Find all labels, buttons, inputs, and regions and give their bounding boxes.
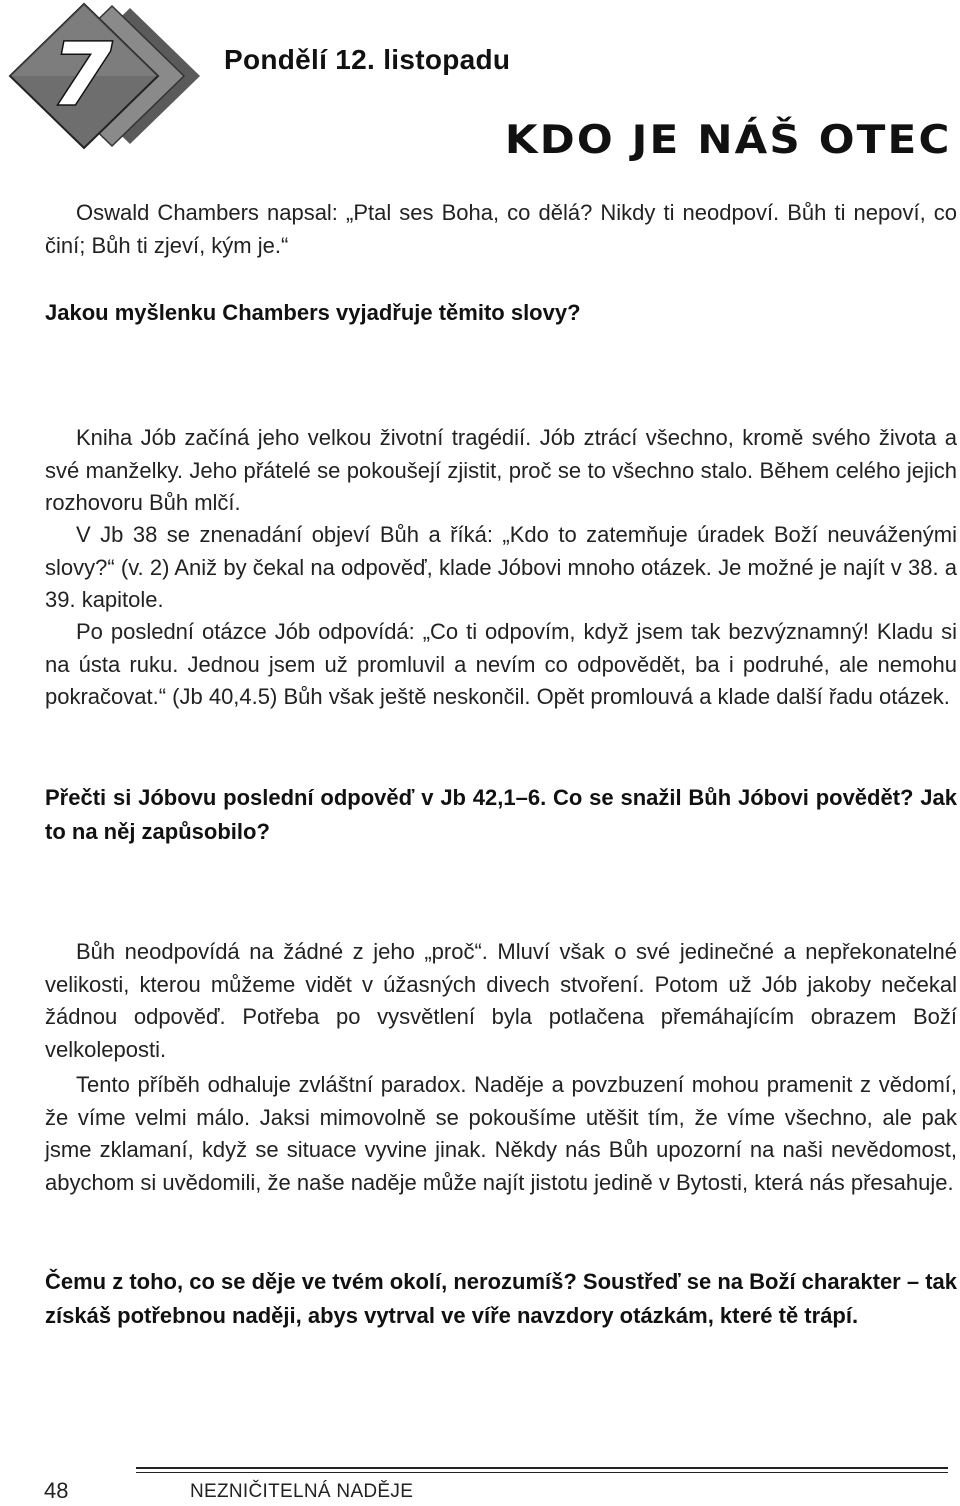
paragraph-5: Tento příběh odhaluje zvláštní paradox. Naděje a povzbuzení mohou pramenit z vědomí, že víme velmi málo. Jaksi mimovolně se pokoušíme utěšit tím, že víme všechno, ale pak jsme zklamaní, když se situace vyvine jinak. Někdy nás Bůh upozorní na naši nevědomost, abychom si uvědomili, že naše naděje může najít jistotu jedině v Bytosti, která nás přesahuje. (45, 1072, 957, 1195)
book-title: NEZNIČITELNÁ NADĚJE (190, 1481, 414, 1502)
paragraph-1: Kniha Jób začíná jeho velkou životní tragédií. Jób ztrácí všechno, kromě svého života a své manželky. Jeho přátelé se pokoušejí zjistit, proč se to všechno stalo. Během celého jejich rozhovoru Bůh mlčí. (45, 425, 957, 515)
lesson-date: Pondělí 12. listopadu (224, 44, 511, 75)
lesson-number-badge (0, 0, 200, 150)
footer-rule-thin (136, 1472, 948, 1473)
page-number: 48 (44, 1478, 69, 1503)
paragraph-4: Bůh neodpovídá na žádné z jeho „proč“. Mluví však o své jedinečné a nepřekonatelné velikosti, kterou můžeme vidět v úžasných divech stvoření. Potom už Jób jakoby nečekal žádnou odpověď. Potřeba po vysvětlení byla potlačena přemáhajícím obrazem Boží velkoleposti. (45, 939, 957, 1062)
page-title: KDO JE NÁŠ OTEC (505, 118, 952, 163)
paragraph-2: V Jb 38 se znenadání objeví Bůh a říká: „Kdo to zatemňuje úradek Boží neuváženými slovy?“ (v. 2) Aniž by čekal na odpověď, klade Jóbovi mnoho otázek. Je možné je najít v 38. a 39. kapitole. (45, 522, 957, 612)
intro-quote: Oswald Chambers napsal: „Ptal ses Boha, co dělá? Nikdy ti neodpoví. Bůh ti nepoví, co činí; Bůh ti zjeví, kým je.“ (45, 200, 957, 258)
lesson-number: 7 (52, 25, 112, 125)
intro-question: Jakou myšlenku Chambers vyjadřuje těmito slovy? (45, 300, 581, 325)
study-question-2: Přečti si Jóbovu poslední odpověď v Jb 42,1–6. Co se snažil Bůh Jóbovi povědět? Jak to na něj zapůsobilo? (45, 785, 957, 844)
paragraph-3: Po poslední otázce Jób odpovídá: „Co ti odpovím, když jsem tak bezvýznamný! Kladu si na ústa ruku. Jednou jsem už promluvil a nevím co odpovědět, ba i podruhé, ale nemohu pokračovat.“ (Jb 40,4.5) Bůh však ještě neskončil. Opět promlouvá a klade další řadu otázek. (45, 619, 957, 709)
footer-rule (136, 1467, 948, 1469)
study-question-3: Čemu z toho, co se děje ve tvém okolí, nerozumíš? Soustřeď se na Boží charakter – tak získáš potřebnou naději, abys vytrval ve víře navzdory otázkám, které tě trápí. (45, 1269, 957, 1328)
